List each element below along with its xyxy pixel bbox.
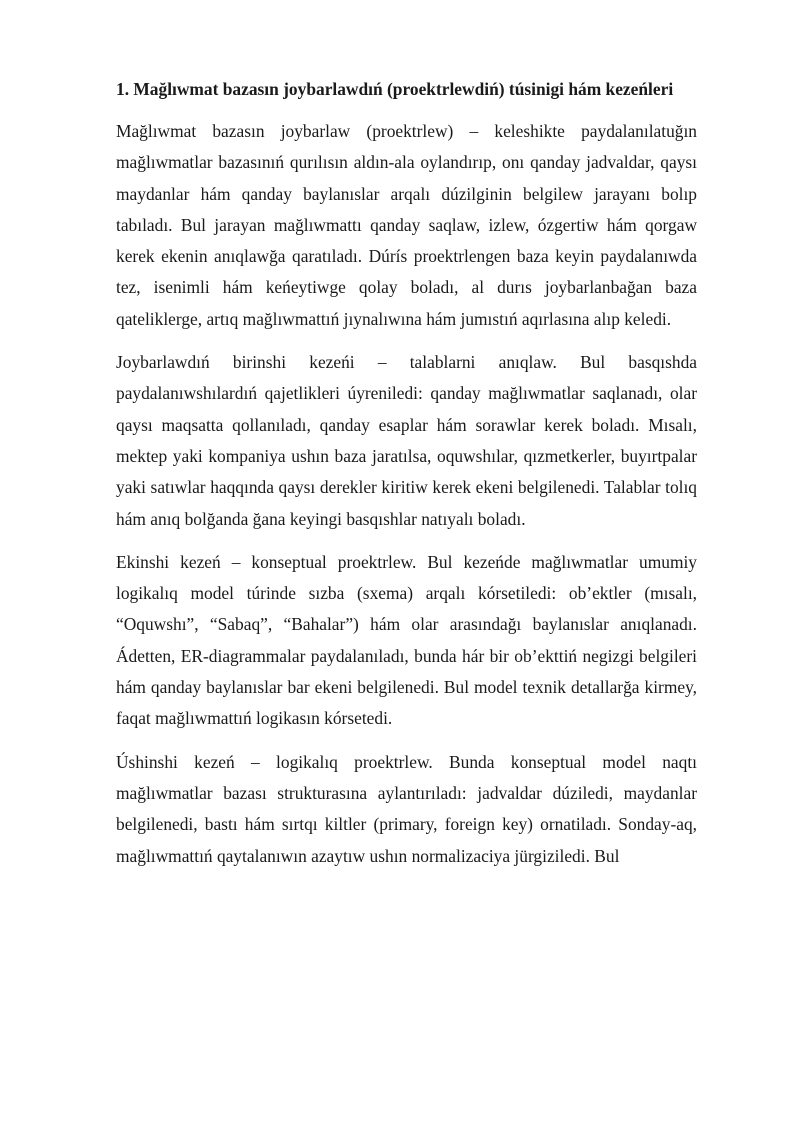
section-heading: 1. Mağlıwmat bazasın joybarlawdıń (proektrlewdiń) túsinigi hám kezeńleri [116,79,674,99]
paragraph-stage-two: Ekinshi kezeń – konseptual proektrlew. Bul kezeńde mağlıwmatlar umumiy logikalıq model túrinde sızba (sxema) arqalı kórsetiledi: ob’ektler (mısalı, “Oquwshı”, “Sabaq”, “Bahalar”) hám olar arasındağı baylanıslar anıqlanadı. Ádetten, ER-diagrammalar paydalanıladı, bunda hár bir ob’ekttiń negizgi belgileri hám qanday baylanıslar bar ekeni belgilenedi. Bul model texnik detallarğa kirmey, faqat mağlıwmattıń logikasın kórsetedi. [116,551,697,729]
paragraph-definition: Mağlıwmat bazasın joybarlaw (proektrlew) – keleshikte paydalanılatuğın mağlıwmatlar bazasınıń qurılısın aldın-ala oylandırıp, onı qanday jadvaldar, qaysı maydanlar hám qanday baylanıslar arqalı dúzilginin belgilew jarayanı bolıp tabıladı. Bul jarayan mağlıwmattı qanday saqlaw, izlew, ózgertiw hám qorgaw kerek ekenin anıqlawğa qaratıladı. Dúrís proektrlengen baza keyin paydalanıwda tez, isenimli hám keńeytiwge qolay boladı, al durıs joybarlanbağan baza qateliklerge, artıq mağlıwmattıń jıynalıwına hám jumıstıń aqırlasına alıp keledi. [116,121,697,329]
paragraph-stage-one: Joybarlawdıń birinshi kezeńi – talablarni anıqlaw. Bul basqıshda paydalanıwshılardıń qajetlikleri úyreniledi: qanday mağlıwmatlar saqlanadı, olar qaysı maqsatta qollanıladı, qanday esaplar hám sorawlar kerek boladı. Mısalı, mektep yaki kompaniya ushın baza jaratılsa, oquwshılar, qızmetkerler, buyırtpalar yaki satıwlar haqqında qaysı derekler kiritiw kerek ekeni belgilenedi. Talablar tolıq hám anıq bolğanda ğana keyingi basqıshlar natıyalı boladı. [116,352,697,529]
paragraph-stage-three: Úshinshi kezeń – logikalıq proektrlew. Bunda konseptual model naqtı mağlıwmatlar bazası strukturasına aylantırıladı: jadvaldar dúziledi, maydanlar belgilenedi, bastı hám sırtqı kiltler (primary, foreign key) ornatiladı. Sonday-aq, mağlıwmattıń qaytalanıwın azaytıw ushın normalizaciya jürgiziledi. Bul [116,751,697,866]
